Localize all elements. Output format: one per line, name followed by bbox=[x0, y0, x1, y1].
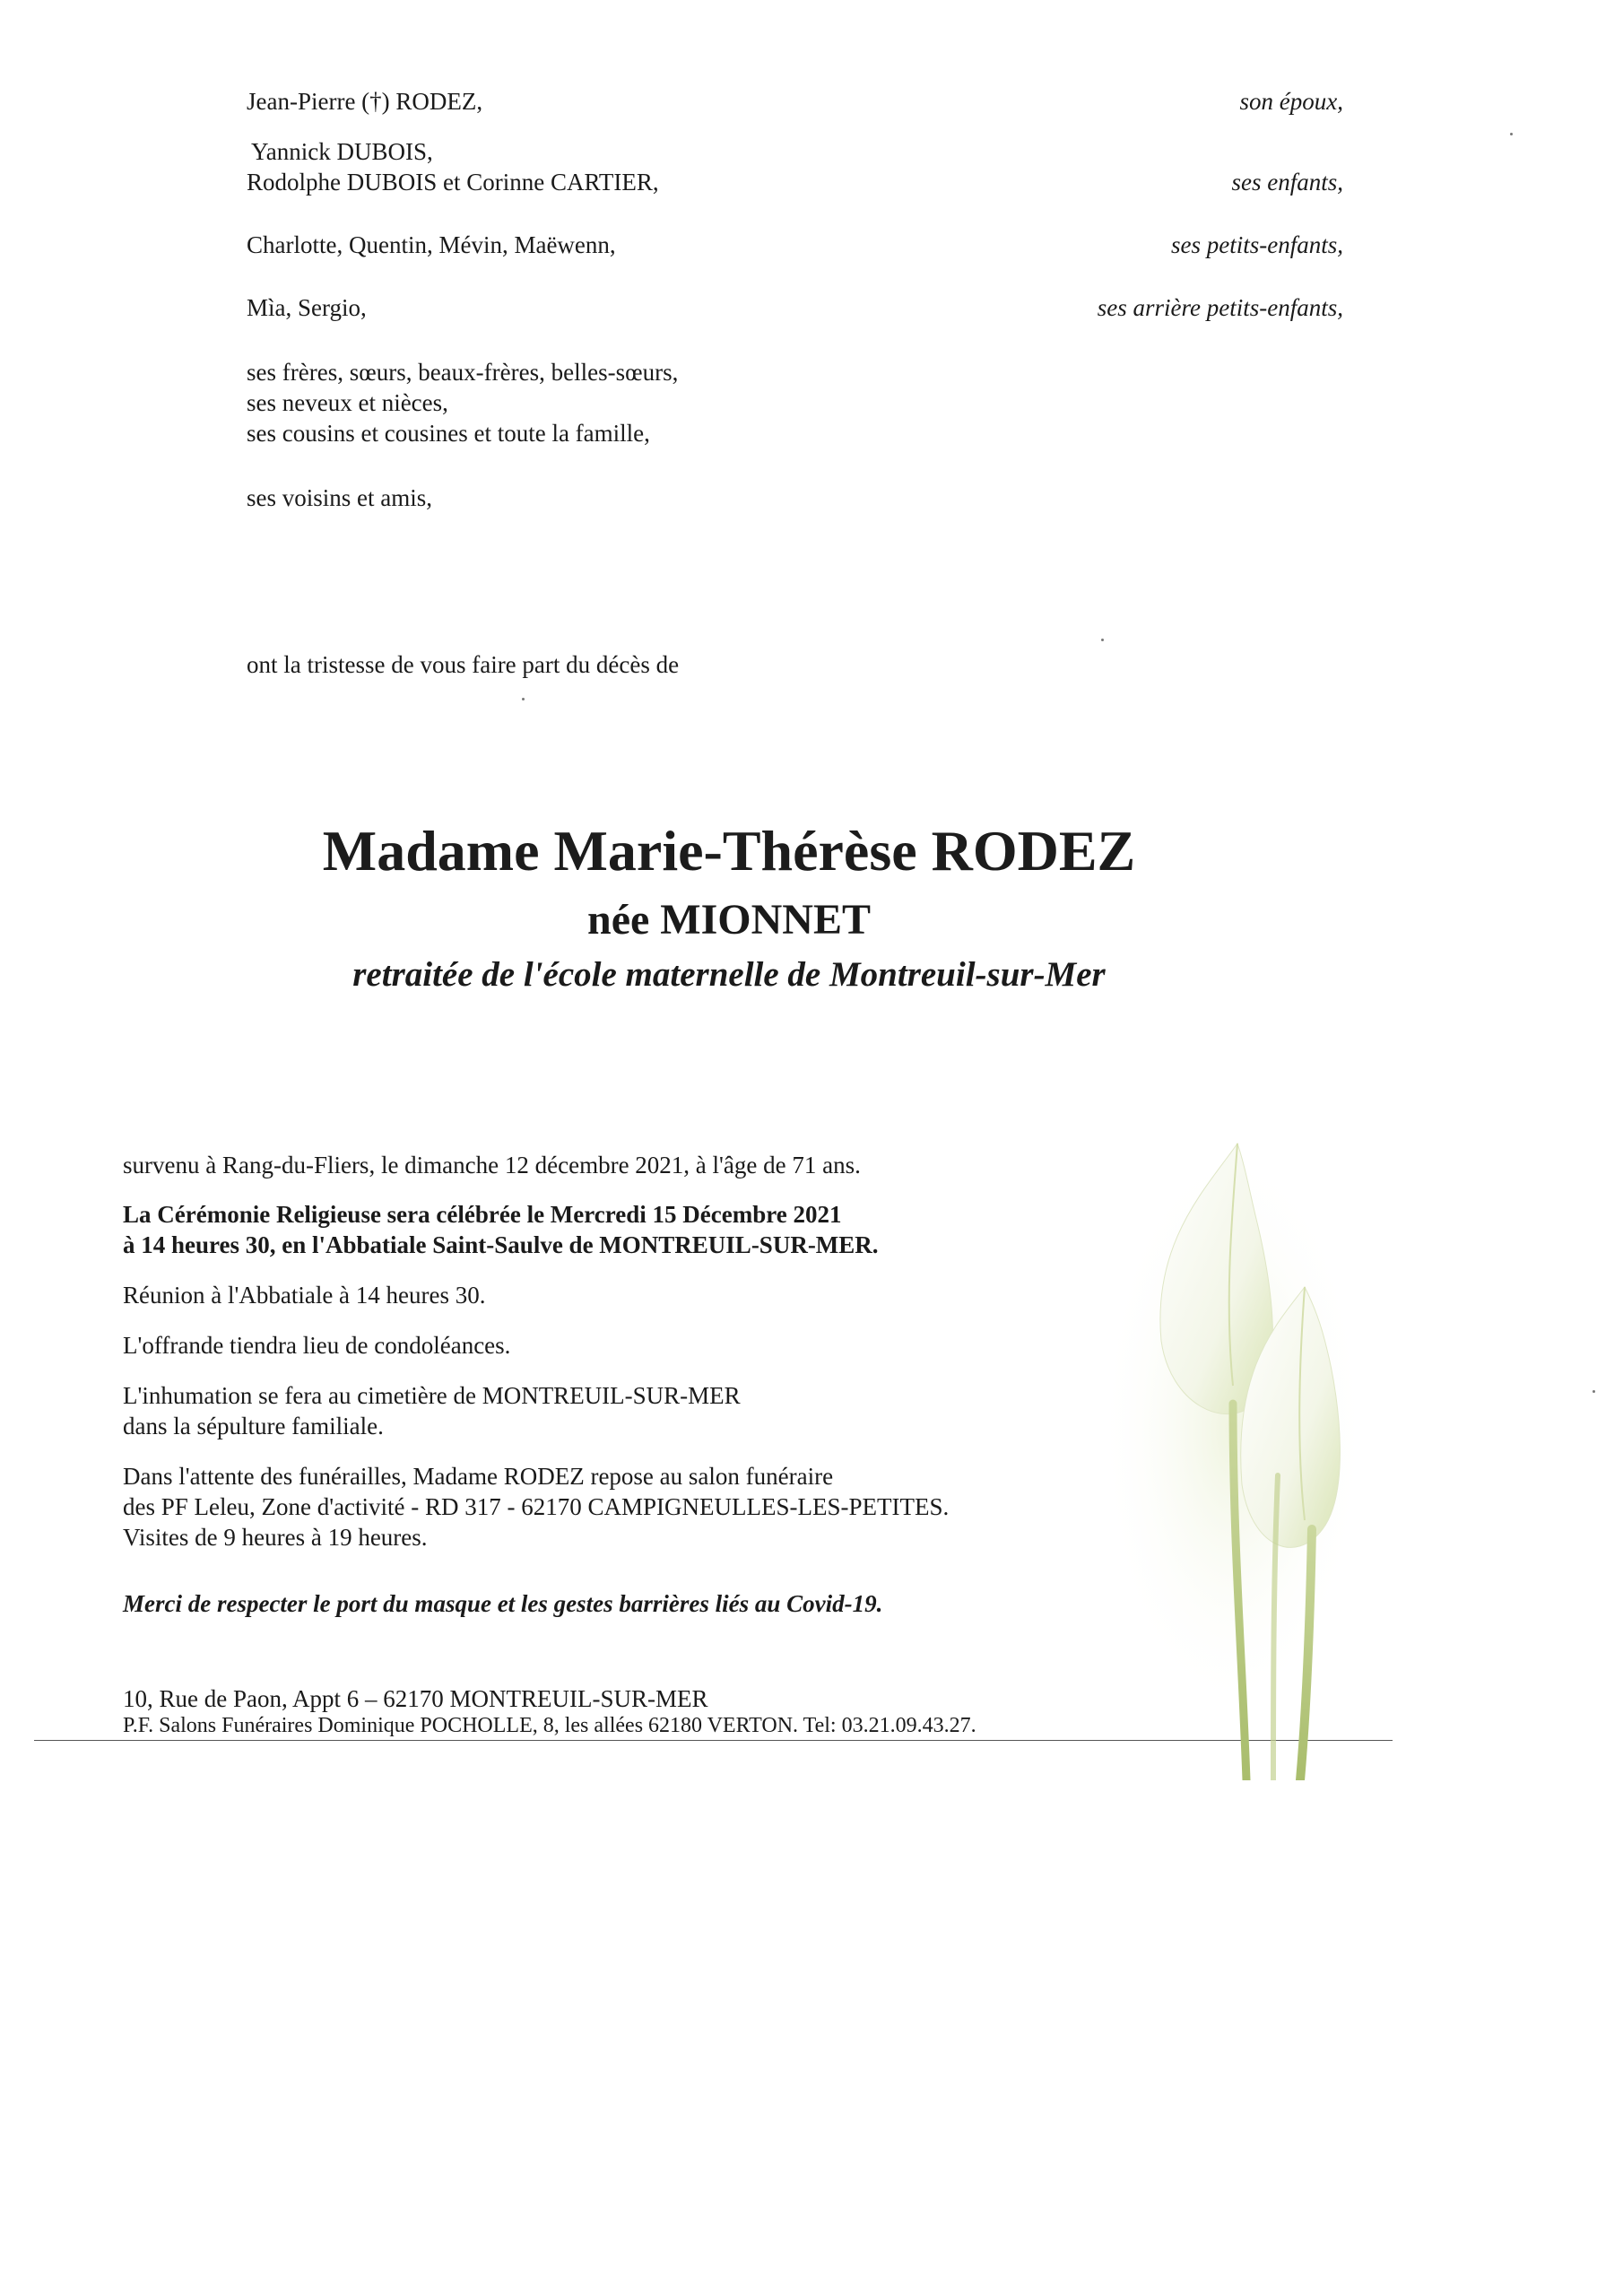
family-address: 10, Rue de Paon, Appt 6 – 62170 MONTREUIL-SUR-MER bbox=[123, 1685, 708, 1712]
relation-spouse: son époux, bbox=[1239, 88, 1343, 115]
relative-child-1: Yannick DUBOIS, bbox=[251, 138, 433, 165]
scan-speck bbox=[1101, 639, 1104, 641]
relation-great-grandchildren: ses arrière petits-enfants, bbox=[1097, 294, 1343, 321]
burial-line-2: dans la sépulture familiale. bbox=[123, 1413, 384, 1439]
relative-grandchildren: Charlotte, Quentin, Mévin, Maëwenn, bbox=[247, 231, 616, 258]
burial-line-1: L'inhumation se fera au cimetière de MONTREUIL-SUR-MER bbox=[123, 1382, 741, 1409]
viewing-line-3: Visites de 9 heures à 19 heures. bbox=[123, 1524, 428, 1551]
deceased-name: Madame Marie-Thérèse RODEZ bbox=[322, 819, 1136, 883]
scan-speck bbox=[522, 698, 525, 700]
relation-children: ses enfants, bbox=[1231, 169, 1343, 196]
extended-family-line-3: ses cousins et cousines et toute la famille, bbox=[247, 420, 650, 447]
relative-child-2: Rodolphe DUBOIS et Corinne CARTIER, bbox=[247, 169, 659, 196]
relation-grandchildren: ses petits-enfants, bbox=[1171, 231, 1343, 258]
death-notice: survenu à Rang-du-Fliers, le dimanche 12 décembre 2021, à l'âge de 71 ans. bbox=[123, 1152, 861, 1178]
scan-speck bbox=[1510, 133, 1513, 135]
viewing-line-1: Dans l'attente des funérailles, Madame RODEZ repose au salon funéraire bbox=[123, 1463, 834, 1490]
relative-great-grandchildren: Mìa, Sergio, bbox=[247, 294, 367, 321]
extended-family-line-1: ses frères, sœurs, beaux-frères, belles-sœurs, bbox=[247, 359, 679, 386]
gathering-line: Réunion à l'Abbatiale à 14 heures 30. bbox=[123, 1282, 486, 1309]
extended-family-line-2: ses neveux et nièces, bbox=[247, 389, 448, 416]
ceremony-line-2: à 14 heures 30, en l'Abbatiale Saint-Saulve de MONTREUIL-SUR-MER. bbox=[123, 1231, 879, 1258]
relative-spouse-name: Jean-Pierre (†) RODEZ, bbox=[247, 88, 483, 115]
offering-line: L'offrande tiendra lieu de condoléances. bbox=[123, 1332, 511, 1359]
friends-line: ses voisins et amis, bbox=[247, 484, 432, 511]
scan-speck bbox=[1593, 1390, 1595, 1393]
viewing-line-2: des PF Leleu, Zone d'activité - RD 317 - 62170 CAMPIGNEULLES-LES-PETITES. bbox=[123, 1493, 950, 1520]
announcement-line: ont la tristesse de vous faire part du décès de bbox=[247, 651, 680, 678]
covid-notice: Merci de respecter le port du masque et les gestes barrières liés au Covid-19. bbox=[123, 1590, 883, 1617]
deceased-occupation: retraitée de l'école maternelle de Montreuil-sur-Mer bbox=[352, 955, 1106, 994]
deceased-maiden-name: née MIONNET bbox=[587, 896, 871, 944]
calla-lily-flower-image bbox=[1098, 1135, 1367, 1780]
funeral-home-line: P.F. Salons Funéraires Dominique POCHOLLE, 8, les allées 62180 VERTON. Tel: 03.21.09.43.27. bbox=[123, 1714, 976, 1737]
ceremony-line-1: La Cérémonie Religieuse sera célébrée le Mercredi 15 Décembre 2021 bbox=[123, 1201, 842, 1228]
